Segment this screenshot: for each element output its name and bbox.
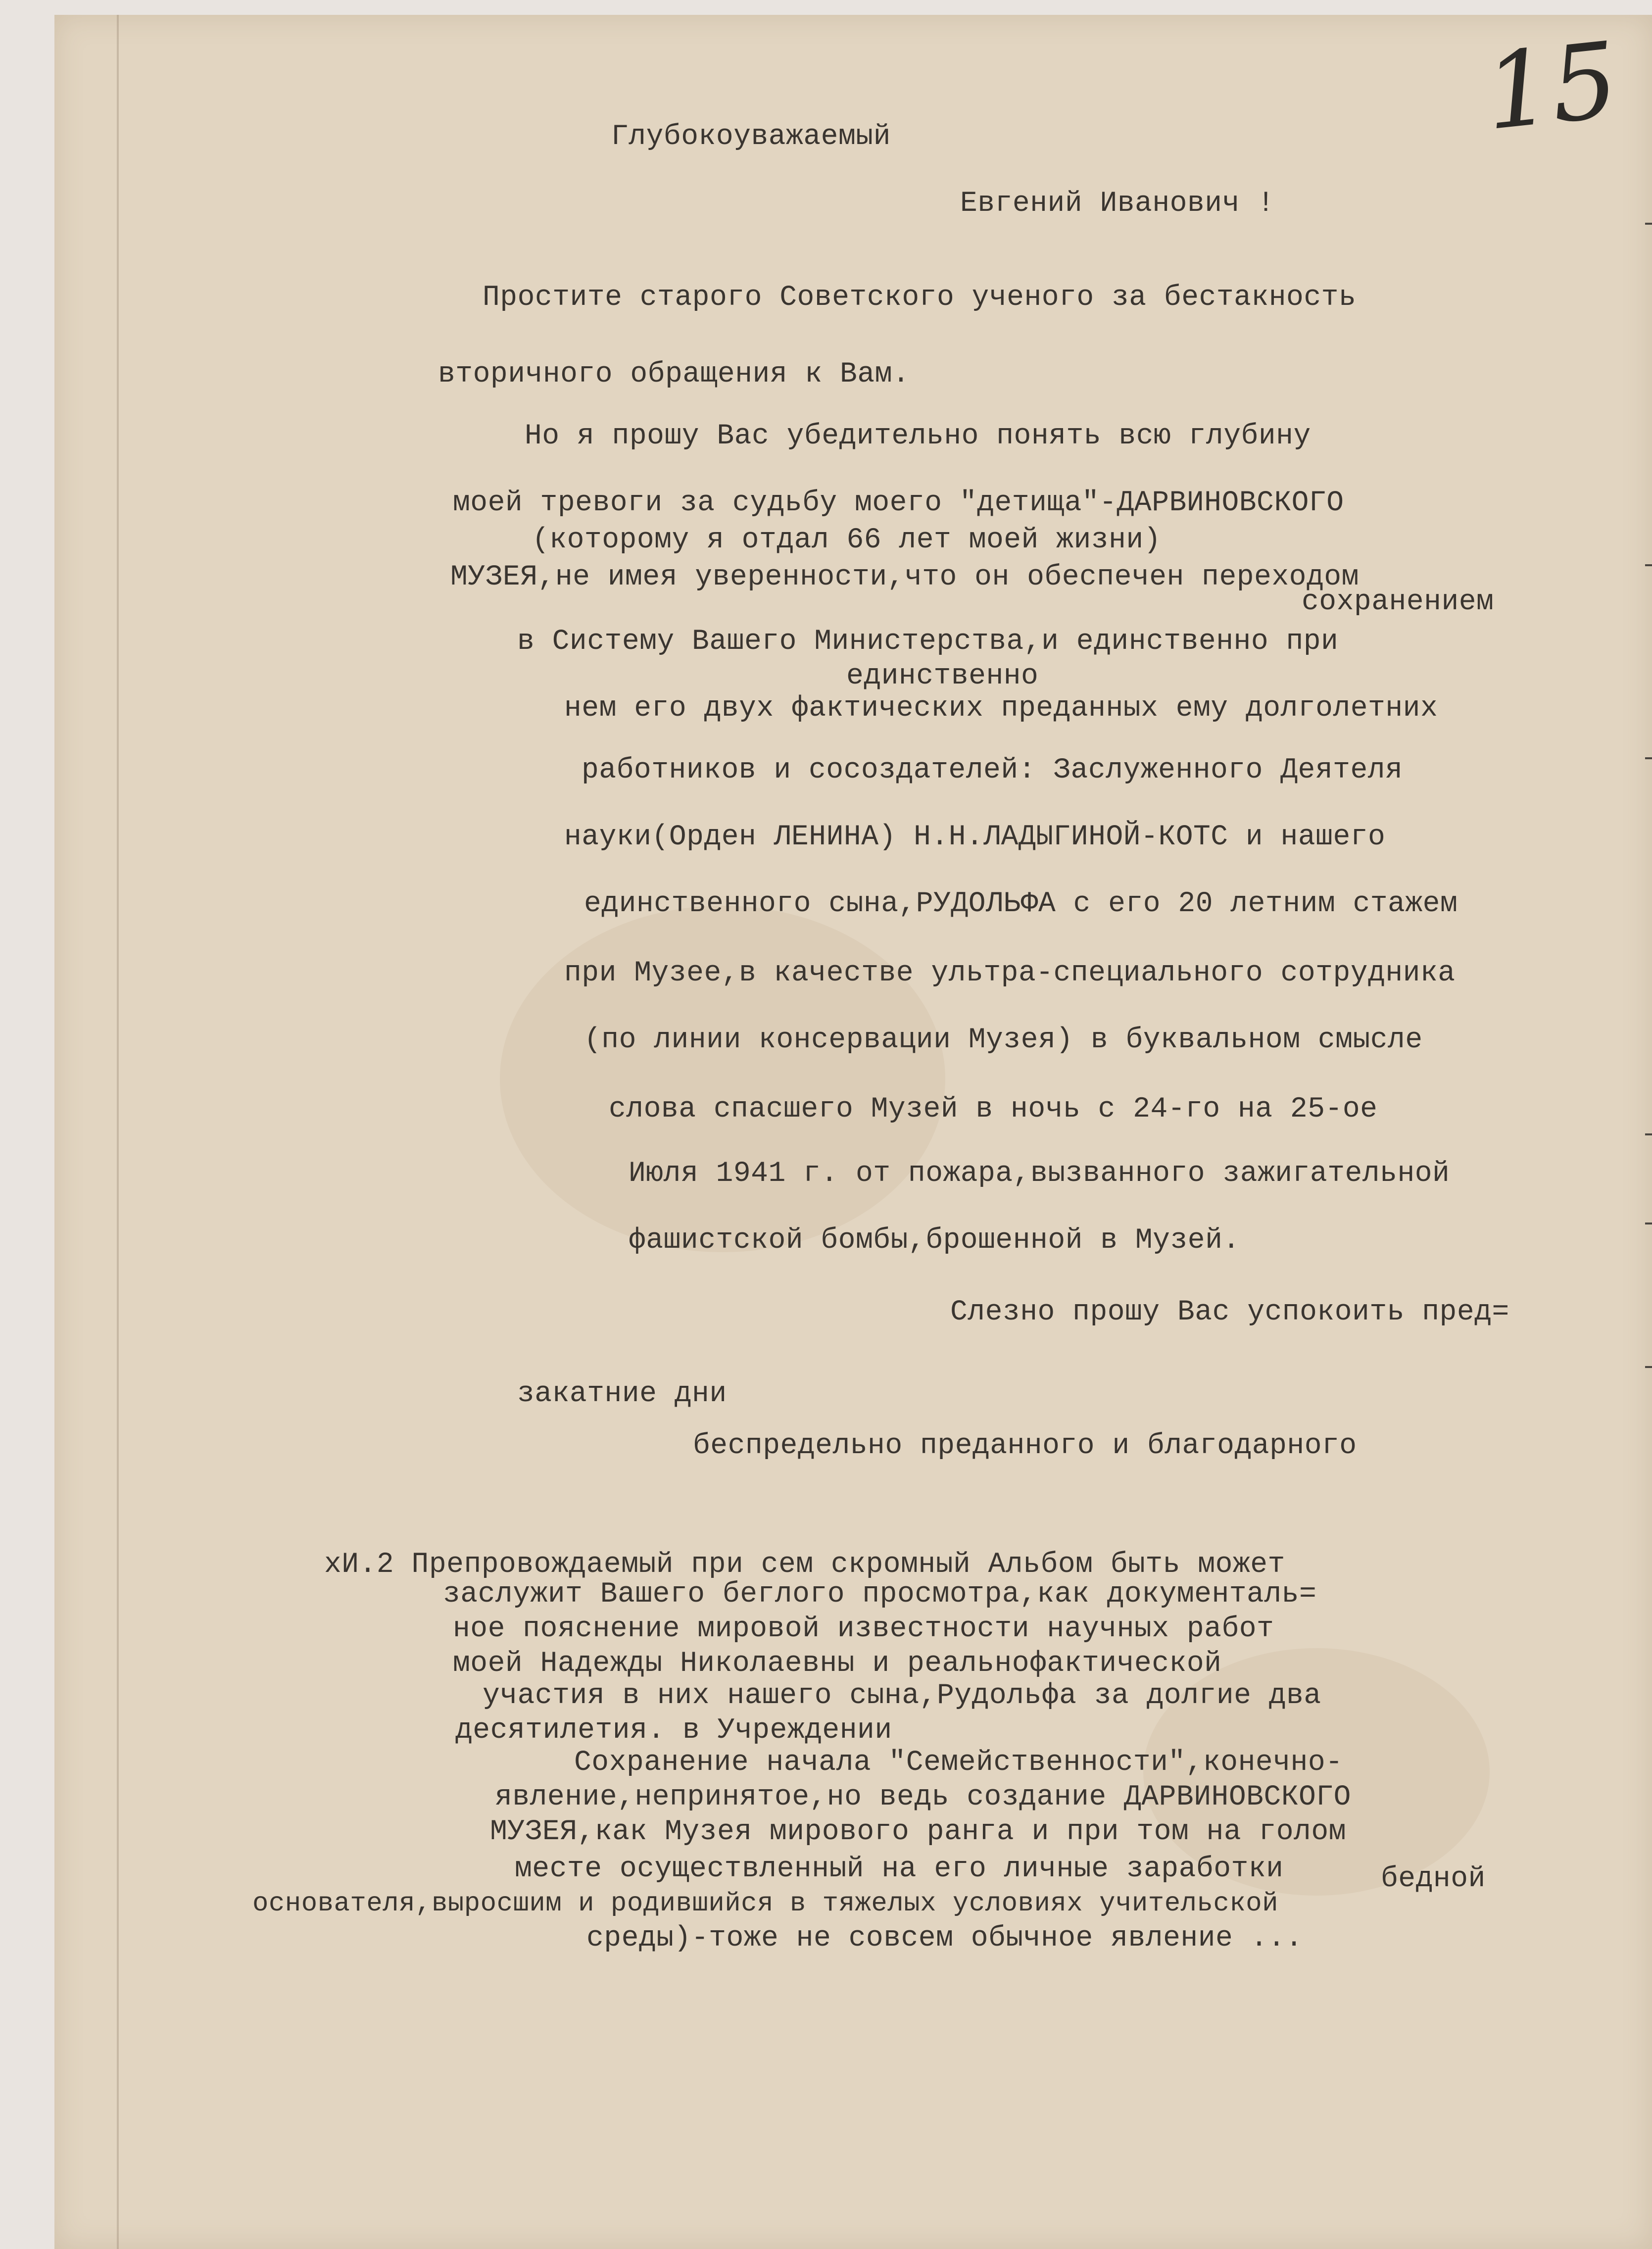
letter-line: слова спасшего Музей в ночь с 24-го на 25-ое (609, 1093, 1378, 1125)
letter-line: при Музее,в качестве ультра-специального сотрудника (564, 957, 1456, 989)
letter-line: в Систему Вашего Министерства,и единственно при (517, 626, 1339, 658)
margin-mark (1645, 223, 1652, 225)
letter-line: науки(Орден ЛЕНИНА) Н.Н.ЛАДЫГИНОЙ-КОТС и нашего (564, 821, 1386, 853)
salutation-line-2: Евгений Иванович ! (960, 188, 1275, 220)
postscript-line: Сохранение начала "Семейственности",конечно- (574, 1747, 1343, 1779)
margin-mark (1645, 564, 1652, 566)
letter-line: закатние дни (517, 1378, 727, 1410)
postscript-line: основателя,выросшим и родившийся в тяжелых условиях учительской (252, 1889, 1279, 1919)
page-fold-edge (117, 15, 119, 2249)
letter-line: единственного сына,РУДОЛЬФА с его 20 летним стажем (584, 888, 1458, 920)
letter-line: фашистской бомбы,брошенной в Музей. (629, 1224, 1240, 1257)
postscript-line: среды)-тоже не совсем обычное явление ... (586, 1922, 1303, 1955)
letter-line: (по линии консервации Музея) в буквальном смысле (584, 1024, 1423, 1056)
letter-line: Но я прошу Вас убедительно понять всю глубину (525, 420, 1311, 452)
letter-line: Слезно прошу Вас успокоить пред= (950, 1296, 1509, 1328)
letter-line: Июля 1941 г. от пожара,вызванного зажигательной (629, 1158, 1450, 1190)
letter-line: Простите старого Советского ученого за бестакность (483, 282, 1357, 314)
letter-insertion: сохранением (1302, 586, 1494, 618)
margin-mark (1645, 1133, 1652, 1135)
margin-mark (1645, 1222, 1652, 1224)
postscript-line: десятилетия. в Учреждении (455, 1714, 892, 1747)
letter-line: нем его двух фактических преданных ему долголетних (564, 692, 1438, 725)
postscript-line: ное пояснение мировой известности научных работ (453, 1613, 1274, 1645)
postscript-line: участия в них нашего сына,Рудольфа за долгие два (483, 1680, 1321, 1712)
letter-line: работников и сосоздателей: Заслуженного Деятеля (582, 754, 1403, 786)
margin-mark (1645, 757, 1652, 759)
letter-line: моей тревоги за судьбу моего "детища"-ДАРВИНОВСКОГО (453, 487, 1344, 519)
salutation-line-1: Глубокоуважаемый (611, 121, 891, 153)
document-page (54, 15, 1652, 2249)
postscript-line: заслужит Вашего беглого просмотра,как документаль= (443, 1578, 1317, 1611)
letter-line: вторичного обращения к Вам. (438, 358, 910, 391)
letter-line: (которому я отдал 66 лет моей жизни) (532, 524, 1162, 556)
postscript-insertion: бедной (1381, 1863, 1486, 1895)
letter-insertion: единственно (846, 660, 1039, 692)
postscript-line: месте осуществленный на его личные заработки (515, 1853, 1284, 1885)
folio-number: 15 (1479, 19, 1624, 154)
postscript-line: явление,непринятое,но ведь создание ДАРВИНОВСКОГО (495, 1781, 1351, 1813)
margin-mark (1645, 1366, 1652, 1368)
postscript-line: МУЗЕЯ,как Музея мирового ранга и при том на голом (490, 1816, 1346, 1848)
postscript-line: моей Надежды Николаевны и реальнофактической (453, 1648, 1222, 1680)
postscript-line: хИ.2 Препровождаемый при сем скромный Альбом быть может (324, 1549, 1285, 1581)
letter-closing: беспредельно преданного и благодарного (693, 1430, 1357, 1462)
letter-line: МУЗЕЯ,не имея уверенности,что он обеспечен переходом (450, 561, 1359, 593)
